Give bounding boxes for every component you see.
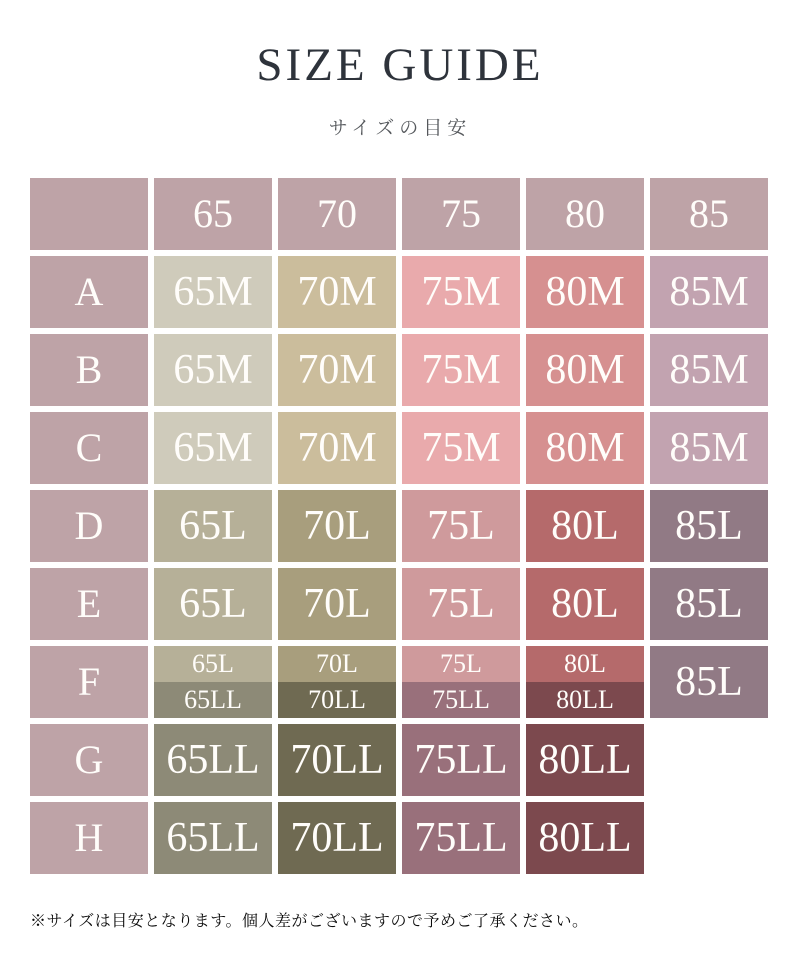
column-header-85: 85 (650, 178, 768, 250)
size-cell-65M: 65M (154, 412, 272, 484)
size-cell-85M: 85M (650, 334, 768, 406)
row-label-C: C (30, 412, 148, 484)
size-cell-85M: 85M (650, 412, 768, 484)
size-cell-65L: 65L (154, 490, 272, 562)
size-cell-70M: 70M (278, 412, 396, 484)
row-label-F: F (30, 646, 148, 718)
row-label-B: B (30, 334, 148, 406)
size-cell-65LL: 65LL (154, 682, 272, 718)
split-size-cell (154, 646, 272, 718)
size-cell-75LL: 75LL (402, 682, 520, 718)
page-subtitle: サイズの目安 (328, 118, 472, 139)
size-cell-75M: 75M (402, 334, 520, 406)
split-size-cell (526, 646, 644, 718)
size-cell-70M: 70M (278, 256, 396, 328)
size-cell-80M: 80M (526, 412, 644, 484)
row-label-D: D (30, 490, 148, 562)
empty-cell (650, 724, 768, 796)
row-label-H: H (30, 802, 148, 874)
size-cell-65L: 65L (154, 646, 272, 682)
size-cell-80LL: 80LL (526, 724, 644, 796)
size-cell-80L: 80L (526, 490, 644, 562)
size-cell-85L: 85L (650, 490, 768, 562)
row-label-A: A (30, 256, 148, 328)
size-cell-70M: 70M (278, 334, 396, 406)
size-cell-65L: 65L (154, 568, 272, 640)
empty-cell (650, 802, 768, 874)
size-cell-70L: 70L (278, 490, 396, 562)
size-cell-70L: 70L (278, 568, 396, 640)
row-label-G: G (30, 724, 148, 796)
row-label-E: E (30, 568, 148, 640)
size-cell-70LL: 70LL (278, 682, 396, 718)
split-size-cell (402, 646, 520, 718)
size-cell-80L: 80L (526, 646, 644, 682)
size-cell-65LL: 65LL (154, 724, 272, 796)
size-cell-75M: 75M (402, 256, 520, 328)
size-cell-65LL: 65LL (154, 802, 272, 874)
size-cell-75M: 75M (402, 412, 520, 484)
size-cell-80M: 80M (526, 334, 644, 406)
size-cell-65M: 65M (154, 256, 272, 328)
size-disclaimer-note: ※サイズは目安となります。個人差がございますので予めご了承ください。 (30, 913, 589, 930)
size-cell-75LL: 75LL (402, 802, 520, 874)
size-cell-65M: 65M (154, 334, 272, 406)
column-header-80: 80 (526, 178, 644, 250)
column-header-75: 75 (402, 178, 520, 250)
size-cell-75L: 75L (402, 568, 520, 640)
size-cell-85L: 85L (650, 646, 768, 718)
split-size-cell (278, 646, 396, 718)
size-cell-80M: 80M (526, 256, 644, 328)
size-cell-70L: 70L (278, 646, 396, 682)
size-cell-85L: 85L (650, 568, 768, 640)
column-header-65: 65 (154, 178, 272, 250)
page-title: SIZE GUIDE (256, 39, 544, 91)
size-cell-85M: 85M (650, 256, 768, 328)
size-cell-75L: 75L (402, 490, 520, 562)
size-cell-70LL: 70LL (278, 802, 396, 874)
size-cell-70LL: 70LL (278, 724, 396, 796)
size-cell-75L: 75L (402, 646, 520, 682)
size-cell-75LL: 75LL (402, 724, 520, 796)
size-cell-80LL: 80LL (526, 802, 644, 874)
size-table (30, 178, 768, 874)
size-cell-80L: 80L (526, 568, 644, 640)
column-header-70: 70 (278, 178, 396, 250)
size-cell-80LL: 80LL (526, 682, 644, 718)
corner-cell (30, 178, 148, 250)
